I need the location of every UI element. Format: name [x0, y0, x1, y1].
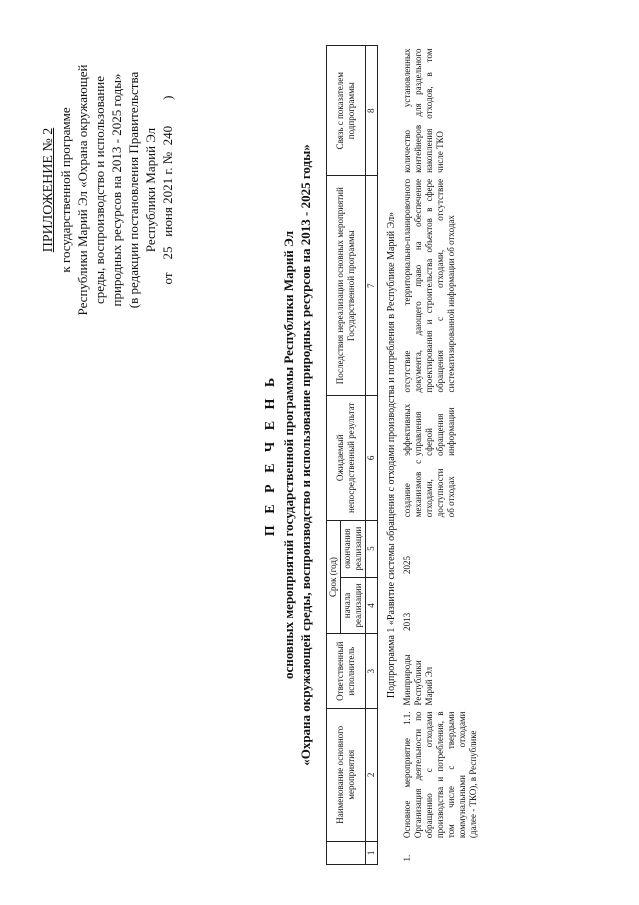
- row-result-right: эффективных управления сферой обращения информации: [402, 403, 456, 456]
- row-result-left: создание механизмов с отходами, доступности об отходах: [402, 459, 456, 518]
- column-numbers-row: [366, 46, 378, 865]
- header-start: начала реализации: [341, 577, 366, 634]
- subprogram-title: Подпрограмма 1 «Развитие системы обращения с отходами производства и потребления в Республике Марий Эл»: [386, 211, 397, 699]
- column-number: 3: [366, 634, 378, 709]
- column-number: 5: [366, 520, 378, 577]
- appendix-line: Республики Марий Эл «Охрана окружающей: [75, 64, 90, 316]
- appendix-date: [159, 60, 176, 320]
- column-number: 4: [366, 577, 378, 634]
- appendix-line: к государственной программе: [58, 107, 73, 273]
- appendix-line: природных ресурсов на 2013 - 2025 годы»: [109, 73, 124, 307]
- column-number: 7: [366, 176, 378, 396]
- column-number: 6: [366, 395, 378, 520]
- document-heading: [262, 45, 314, 865]
- header-name: Наименование основного мероприятия: [327, 709, 366, 842]
- date-suffix: ): [160, 95, 175, 100]
- header-result: Ожидаемый непосредственный результат: [327, 395, 366, 520]
- column-number: 2: [366, 709, 378, 842]
- row-result: [401, 395, 480, 520]
- measures-table: [326, 45, 480, 865]
- row-executor: Минприроды Республики Марий Эл: [402, 654, 434, 706]
- header-number: [327, 841, 366, 864]
- column-number: 1: [366, 841, 378, 864]
- header-executor: Ответственный исполнитель: [327, 634, 366, 709]
- document-title: П Е Р Е Ч Е Н Ь: [263, 373, 278, 537]
- header-consequences: Последствия нереализации основных мероприятий Государственной программы: [327, 176, 366, 396]
- subprogram-row: [378, 46, 402, 865]
- header-end: окончания реализации: [341, 520, 366, 577]
- appendix-line: (в редакции постановления Правительства: [126, 71, 141, 309]
- appendix-block: [40, 60, 176, 320]
- header-term: Срок (год): [327, 520, 341, 634]
- row-consequences: отсутствие территориально-планировочного документа, дающего право на обеспечение проектирования и строительства объектов в сфере обращения с отходами, отсутствие систематизированной информации об отходах: [402, 178, 456, 393]
- row-number: 1.: [402, 854, 412, 862]
- document-subtitle-line1: основных мероприятий государственной программы Республики Марий Эл: [281, 231, 296, 680]
- column-number: 8: [366, 46, 378, 176]
- appendix-line: Республики Марий Эл: [143, 127, 158, 253]
- row-start: 2013: [402, 612, 412, 631]
- appendix-line: среды, воспроизводство и использование: [92, 75, 107, 305]
- document-subtitle-line2: «Охрана окружающей среды, воспроизводство и использование природных ресурсов на 2013 - 2025 годы»: [298, 144, 313, 766]
- row-name: Основное мероприятие 1.1. Организация деятельности по обращению с отходами производства и потребления, в том числе с твердыми коммунальными отходами (далее - ТКО), в Республике: [402, 711, 478, 839]
- date-day: 25: [160, 246, 175, 260]
- table-header-row: [327, 46, 341, 865]
- row-end: 2025: [402, 556, 412, 575]
- row-link: количество установленных контейнеров для раздельного накопления отходов, в том числе ТКО: [402, 48, 445, 173]
- date-number: 240: [160, 125, 175, 146]
- date-prefix: от: [160, 272, 175, 285]
- table-row: [401, 46, 480, 865]
- date-month-year: июня 2021 г. №: [160, 151, 175, 237]
- header-link: Связь с показателем подпрограммы: [327, 46, 366, 176]
- appendix-title: ПРИЛОЖЕНИЕ № 2: [41, 127, 56, 253]
